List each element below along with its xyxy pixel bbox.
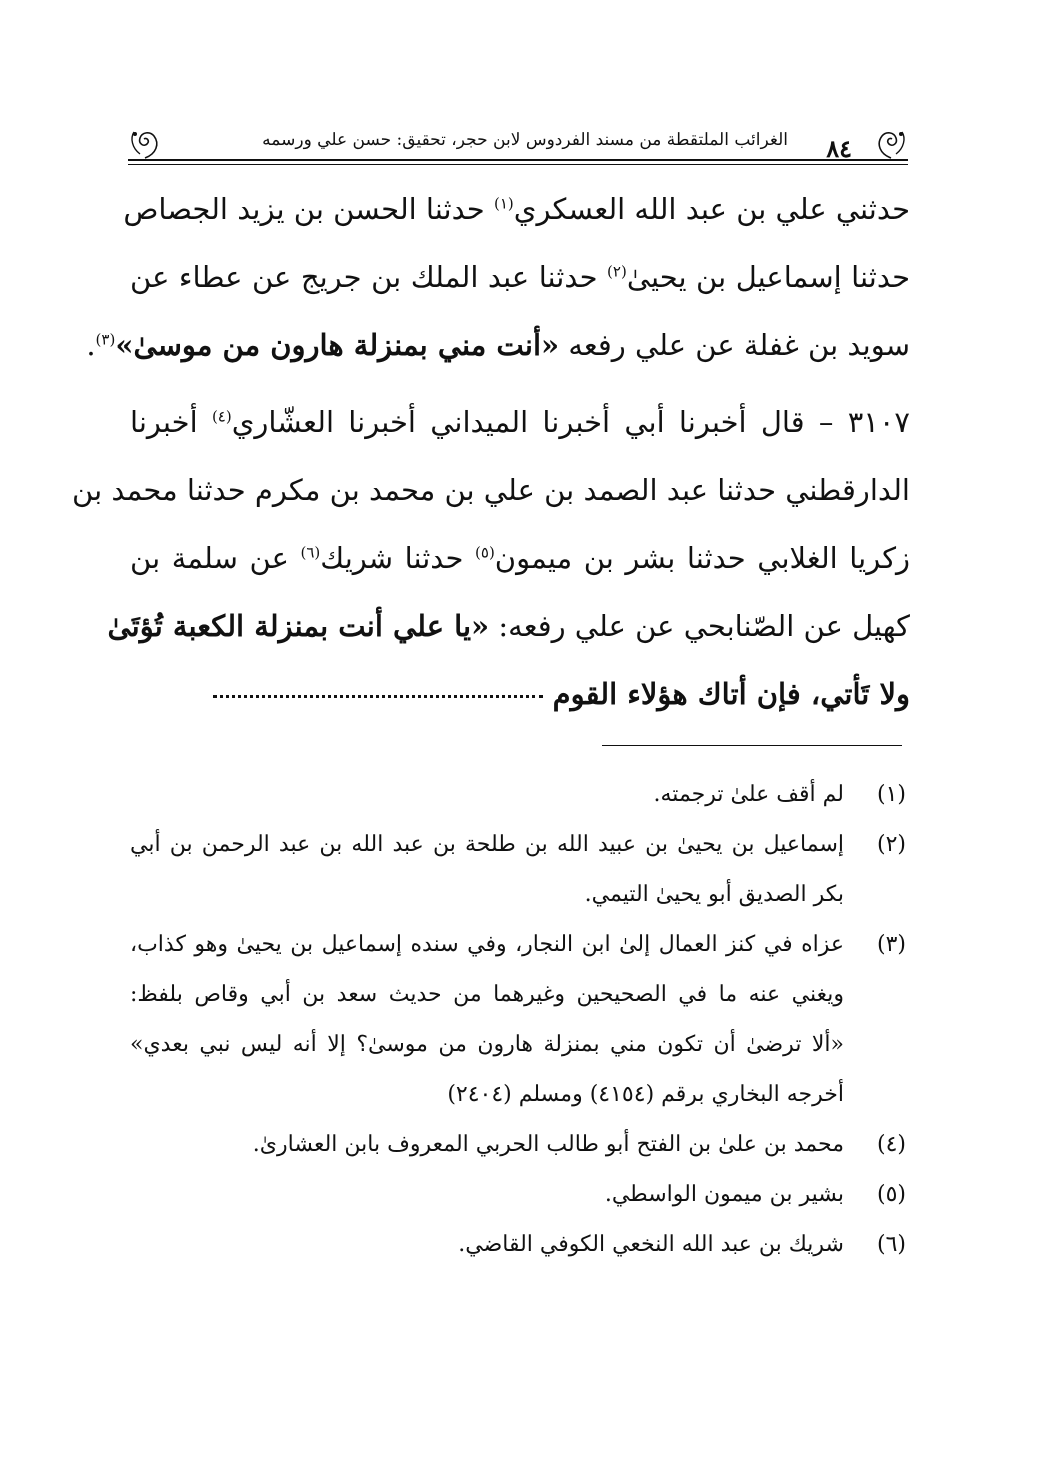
header-rule [128, 159, 908, 161]
footnote-ref[interactable]: (٦) [300, 543, 321, 562]
running-header [128, 126, 908, 174]
text-line: حدثنا إسماعيل بن يحيىٰ$^{(٢)}$ حدثنا عبد الملك بن جريج عن عطاء عن [130, 260, 910, 294]
footnote [130, 820, 910, 920]
text-line: ٣١٠٧ – قال أخبرنا أبي أخبرنا الميداني أخبرنا العشّاري$^{(٤)}$ أخبرنا [130, 405, 910, 439]
header-rule [128, 164, 908, 165]
footnote-ref[interactable]: (٥) [475, 543, 495, 562]
footnote [130, 920, 910, 1120]
footnotes [130, 770, 910, 1270]
hadith-quote: «يا علي أنت بمنزلة الكعبة تُؤتَىٰ [107, 609, 490, 643]
footnote-separator [602, 745, 902, 746]
footnote-line: بكر الصديق أبو يحيىٰ التيمي. [584, 882, 844, 907]
footnote-line: لم أقف علىٰ ترجمته. [653, 782, 844, 807]
header-title: الغرائب الملتقطة من مسند الفردوس لابن حجر، تحقيق: حسن علي ورسمه [262, 130, 788, 150]
footnote [130, 770, 910, 820]
footnote-ref[interactable]: (٤) [211, 407, 232, 426]
footnote-number: (٢) [876, 832, 906, 857]
footnote-number: (١) [876, 782, 906, 807]
text-line: الدارقطني حدثنا عبد الصمد بن علي بن محمد بن مكرم حدثنا محمد بن [72, 473, 910, 507]
hadith-quote: ولا تَأتي، فإن أتاك هؤلاء القوم [552, 677, 910, 711]
footnote-line: عزاه في كنز العمال إلىٰ ابن النجار، وفي سنده إسماعيل بن يحيىٰ وهو كذاب، [130, 932, 844, 957]
footnote-line: «ألا ترضىٰ أن تكون مني بمنزلة هارون من موسىٰ؟ إلا أنه ليس نبي بعدي» [130, 1032, 844, 1057]
page-number: ٨٤ [826, 134, 852, 163]
footnote-number: (٤) [876, 1132, 906, 1157]
dotted-leader [213, 695, 543, 698]
text-line: كهيل عن الصّنابحي عن علي رفعه: «يا علي أنت بمنزلة الكعبة تُؤتَىٰ [107, 609, 910, 643]
footnote-line: شريك بن عبد الله النخعي الكوفي القاضي. [458, 1232, 844, 1257]
footnote-line: بشير بن ميمون الواسطي. [604, 1182, 844, 1207]
text-line: زكريا الغلابي حدثنا بشر بن ميمون$^{(٥)}$ حدثنا شريك$^{(٦)}$ عن سلمة بن [130, 541, 911, 575]
hadith-text-continued [86, 175, 910, 379]
footnote [130, 1170, 910, 1220]
footnote-line: أخرجه البخاري برقم (٤١٥٤) ومسلم (٢٤٠٤) [447, 1082, 844, 1107]
footnote [130, 1120, 910, 1170]
footnote-ref[interactable]: (٢) [607, 262, 627, 281]
hadith-3107 [72, 388, 911, 728]
footnote-ref[interactable]: (٣) [95, 330, 116, 349]
footnote-line: ويغني عنه ما في الصحيحين وغيرهما من حديث سعد بن أبي وقاص بلفظ: [130, 982, 844, 1007]
floral-ornament-icon [874, 128, 908, 160]
text-line: سويد بن غفلة عن علي رفعه «أنت مني بمنزلة هارون من موسىٰ»$^{(٣)}$. [86, 328, 910, 362]
footnote-number: (٦) [876, 1232, 906, 1257]
footnote-number: (٥) [876, 1182, 906, 1207]
footnote-line: محمد بن علىٰ بن الفتح أبو طالب الحربي المعروف بابن العشارىٰ. [252, 1132, 844, 1157]
text-line [130, 660, 910, 728]
footnote-number: (٣) [876, 932, 906, 957]
footnote-ref[interactable]: (١) [493, 194, 514, 213]
text-line: حدثني علي بن عبد الله العسكري$^{(١)}$ حدثنا الحسن بن يزيد الجصاص [123, 192, 910, 226]
footnote [130, 1220, 910, 1270]
floral-ornament-icon [128, 128, 162, 160]
hadith-quote: «أنت مني بمنزلة هارون من موسىٰ» [115, 328, 560, 362]
footnote-line: إسماعيل بن يحيىٰ بن عبيد الله بن طلحة بن عبد الله بن عبد الرحمن بن أبي [130, 832, 844, 857]
